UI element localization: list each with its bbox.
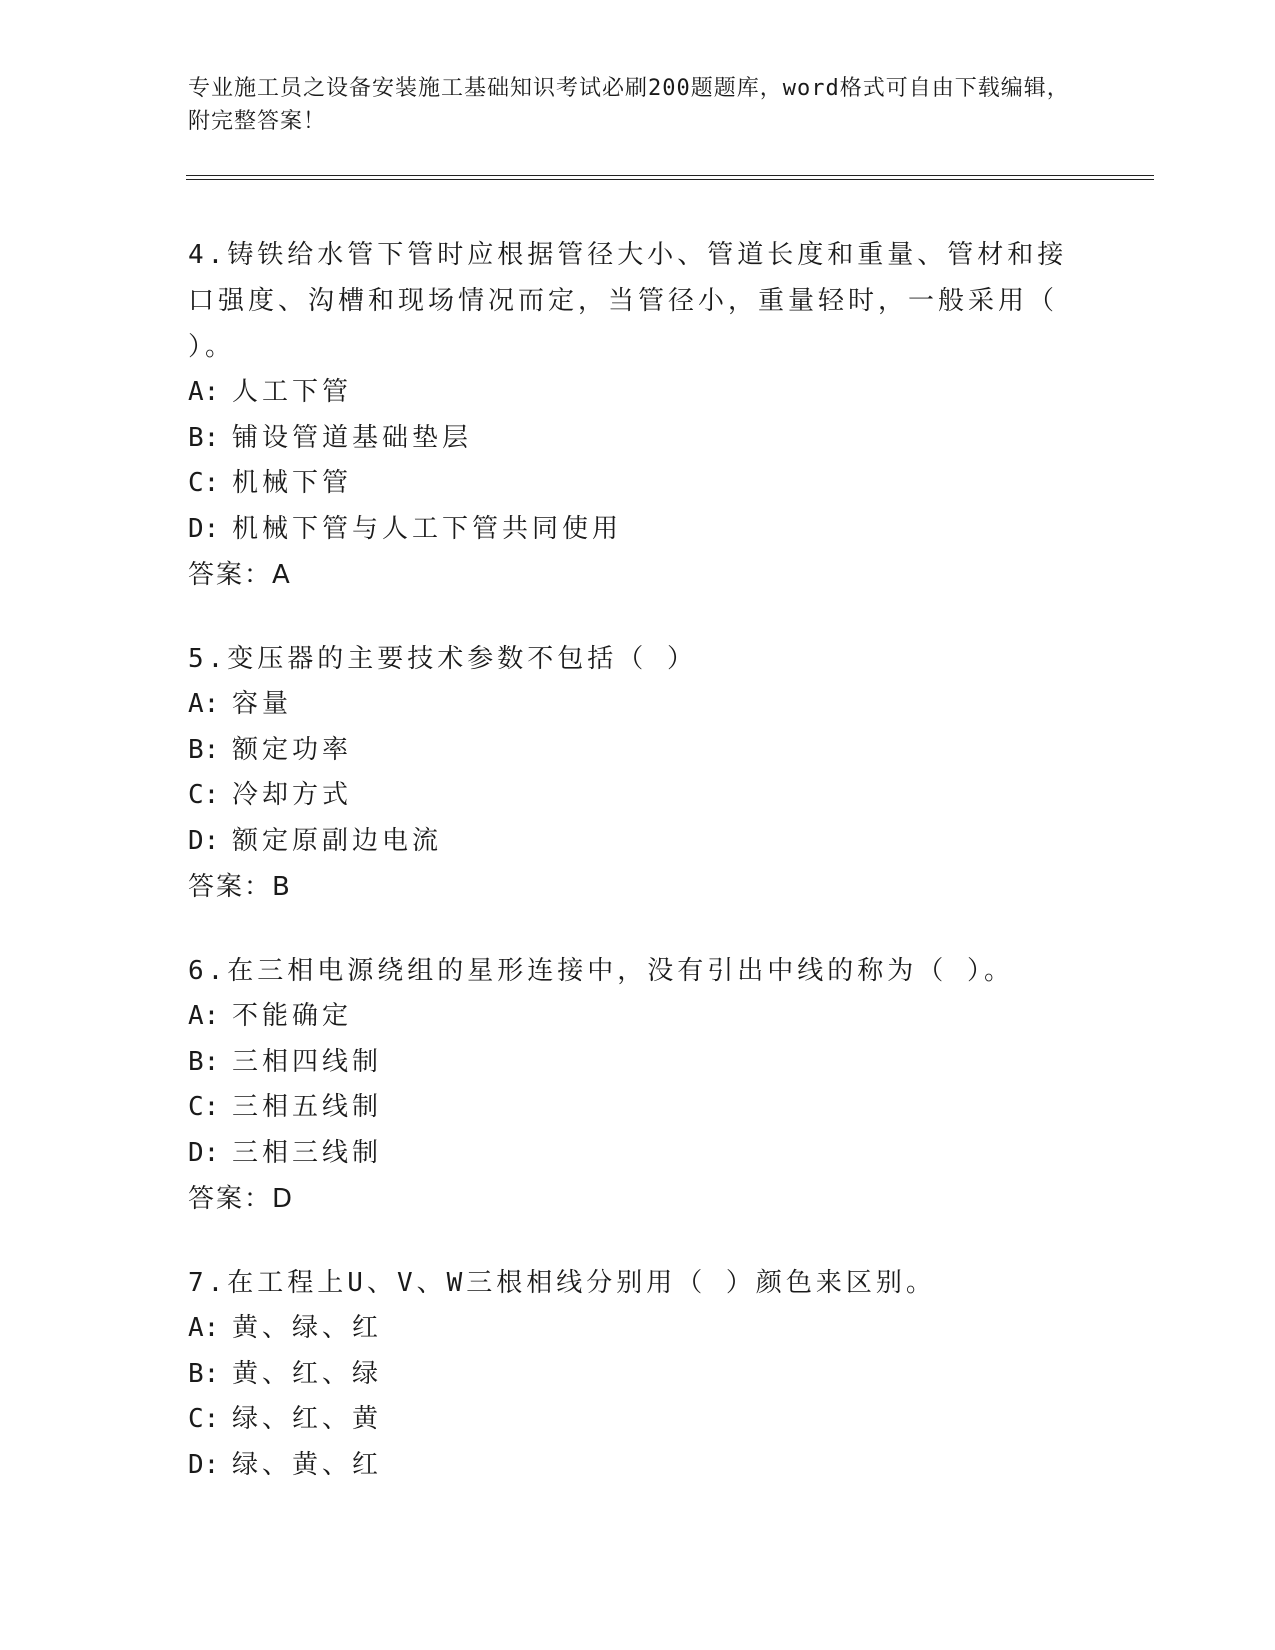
option-text: 铺设管道基础垫层 bbox=[232, 422, 473, 453]
header-divider bbox=[186, 175, 1154, 180]
option-key: B: bbox=[188, 1358, 220, 1389]
option-a bbox=[188, 370, 1088, 416]
question-item bbox=[188, 232, 1088, 598]
option-text: 绿、黄、红 bbox=[232, 1449, 383, 1480]
option-key: C: bbox=[188, 780, 220, 810]
question-item bbox=[188, 948, 1088, 1222]
option-key: C: bbox=[188, 468, 220, 498]
option-key: A: bbox=[188, 377, 220, 407]
option-d bbox=[188, 1131, 1088, 1177]
question-stem: 4.铸铁给水管下管时应根据管径大小、管道长度和重量、管材和接口强度、沟槽和现场情况而定，当管径小，重量轻时，一般采用（ ）。 bbox=[188, 240, 1068, 362]
answer-line: 答案：B bbox=[188, 872, 292, 902]
question-stem: 6.在三相电源绕组的星形连接中，没有引出中线的称为（ ）。 bbox=[188, 956, 1014, 986]
question-stem: 7.在工程上U、V、W三根相线分别用（ ）颜色来区别。 bbox=[188, 1268, 936, 1298]
option-key: D: bbox=[188, 513, 220, 544]
option-text: 冷却方式 bbox=[232, 780, 353, 810]
option-key: A: bbox=[188, 1001, 220, 1031]
option-text: 三相五线制 bbox=[232, 1092, 383, 1122]
option-text: 三相三线制 bbox=[232, 1137, 383, 1168]
option-key: B: bbox=[188, 1046, 220, 1077]
option-b bbox=[188, 416, 1088, 462]
option-d bbox=[188, 1443, 1088, 1489]
option-key: D: bbox=[188, 825, 220, 856]
option-text: 容量 bbox=[232, 689, 293, 719]
option-key: C: bbox=[188, 1404, 220, 1434]
answer-line: 答案：D bbox=[188, 1184, 295, 1214]
option-text: 机械下管 bbox=[232, 468, 353, 498]
option-key: A: bbox=[188, 1313, 220, 1343]
option-key: C: bbox=[188, 1092, 220, 1122]
option-b bbox=[188, 728, 1088, 774]
option-key: A: bbox=[188, 689, 220, 719]
question-item bbox=[188, 636, 1088, 910]
question-stem: 5.变压器的主要技术参数不包括（ ） bbox=[188, 644, 697, 674]
option-key: D: bbox=[188, 1449, 220, 1480]
option-b bbox=[188, 1352, 1088, 1398]
option-key: B: bbox=[188, 422, 220, 453]
option-c bbox=[188, 1397, 1088, 1443]
question-item bbox=[188, 1260, 1088, 1488]
option-d bbox=[188, 507, 1088, 553]
option-a bbox=[188, 682, 1088, 728]
option-text: 黄、绿、红 bbox=[232, 1313, 383, 1343]
option-text: 额定原副边电流 bbox=[232, 825, 443, 856]
option-text: 绿、红、黄 bbox=[232, 1404, 383, 1434]
option-key: B: bbox=[188, 734, 220, 765]
option-key: D: bbox=[188, 1137, 220, 1168]
option-c bbox=[188, 461, 1088, 507]
option-c bbox=[188, 1085, 1088, 1131]
option-text: 人工下管 bbox=[232, 377, 353, 407]
answer-line: 答案：A bbox=[188, 560, 292, 590]
option-d bbox=[188, 819, 1088, 865]
option-text: 黄、红、绿 bbox=[232, 1358, 383, 1389]
option-text: 额定功率 bbox=[232, 734, 353, 765]
option-text: 机械下管与人工下管共同使用 bbox=[232, 513, 623, 544]
option-b bbox=[188, 1040, 1088, 1086]
document-header: 专业施工员之设备安装施工基础知识考试必刷200题题库，word格式可自由下载编辑，附完整答案！ bbox=[188, 76, 1070, 134]
option-c bbox=[188, 773, 1088, 819]
option-a bbox=[188, 994, 1088, 1040]
option-text: 不能确定 bbox=[232, 1001, 353, 1031]
option-a bbox=[188, 1306, 1088, 1352]
question-list bbox=[188, 232, 1088, 1526]
option-text: 三相四线制 bbox=[232, 1046, 383, 1077]
